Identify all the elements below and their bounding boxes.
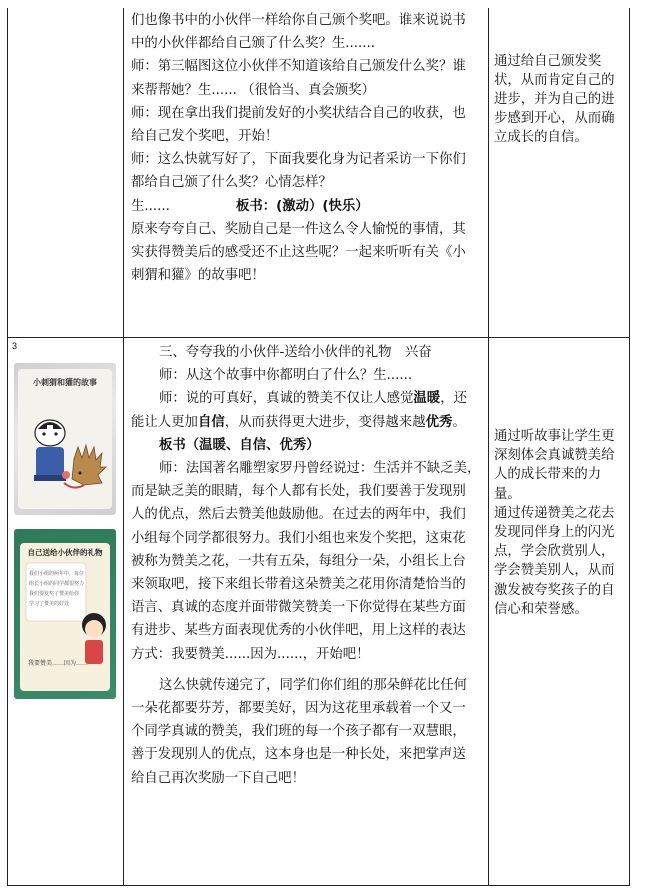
board-text: 板书（温暖、自信、优秀） bbox=[159, 437, 320, 453]
board-writing: 板书：(激动）(快乐） bbox=[235, 198, 369, 214]
top-lesson-cell bbox=[131, 9, 483, 287]
lesson-line: 原来夸夸自己、奖励自己是一件这么令人愉悦的事情，其 bbox=[131, 221, 466, 237]
lesson-line: 中的小伙伴都给自己颁了什么奖？生....... bbox=[131, 36, 376, 52]
lesson-line: 给自己再次奖励一下自己吧！ bbox=[131, 770, 306, 786]
keyword-excellent: 优秀 bbox=[425, 414, 453, 430]
photo2-footer: 我要赞美……因为…… bbox=[28, 660, 89, 667]
lesson-line: 语言、真诚的态度并面带微笑赞美一下你觉得在某些方面 bbox=[131, 600, 466, 616]
lesson-line: 们也像书中的小伙伴一样给你自己颁个奖吧。谁来说说书 bbox=[131, 13, 466, 28]
lesson-line: 师：从这个故事中你都明白了什么？生...... bbox=[159, 368, 413, 384]
lesson-line: 来帮帮她？生...... （很恰当、真会颁奖） bbox=[131, 82, 376, 98]
top-note-cell bbox=[494, 52, 626, 147]
board-line bbox=[131, 195, 483, 218]
photo2-title: 自己送给小伙伴的礼物 bbox=[27, 548, 103, 557]
lesson-line bbox=[131, 411, 483, 434]
table-divider-1 bbox=[123, 8, 124, 886]
row-divider bbox=[7, 337, 630, 338]
section3-lesson-cell bbox=[131, 341, 483, 790]
table-border-bottom bbox=[7, 885, 630, 886]
section-heading: 三、夸夸我的小伙伴-送给小伙伴的礼物 兴奋 bbox=[159, 345, 432, 360]
lesson-line: 师：现在拿出我们提前发好的小奖状结合自己的收获，也 bbox=[131, 105, 466, 121]
lesson-line: 师：这么快就写好了，下面我要化身为记者采访一下你们 bbox=[131, 152, 466, 168]
student-prefix: 生...... bbox=[131, 198, 170, 214]
photo2-text-line: 我们要发奖了赞美给你 bbox=[29, 591, 80, 597]
lesson-line: 一朵花都要芬芳，都要美好，因为这花里承载着一个又一 bbox=[131, 701, 466, 717]
story-slide-illustration bbox=[14, 363, 116, 515]
gift-slide-illustration bbox=[14, 529, 116, 699]
section-number: 3 bbox=[12, 341, 18, 351]
keyword-warm: 温暖 bbox=[413, 391, 441, 407]
text-span: ，还 bbox=[440, 391, 467, 407]
text-span: 。 bbox=[452, 414, 466, 430]
lesson-line: 而是缺乏美的眼睛，每个人都有长处，我们要善于发现别 bbox=[131, 484, 466, 500]
section3-note-cell bbox=[494, 427, 627, 619]
lesson-line: 都给自己颁了什么奖？心情怎样？ bbox=[131, 175, 332, 191]
story-slide-photo bbox=[14, 363, 116, 515]
design-intent-note: 通过给自己颁发奖状，从而肯定自己的进步，并为自己的进步感到开心，从而确立成长的自信。 bbox=[494, 54, 615, 145]
gift-slide-photo bbox=[14, 529, 116, 699]
keyword-confident: 自信 bbox=[197, 414, 225, 430]
lesson-line: 人的优点，然后去赞美他鼓励他。在过去的两年中，我们 bbox=[131, 507, 466, 523]
text-span: ，从而获得更大进步，变得越来越 bbox=[224, 414, 426, 430]
lesson-line: 师：法国著名雕塑家罗丹曾经说过：生活并不缺乏美， bbox=[159, 461, 481, 477]
lesson-line: 来领取吧，接下来组长带着这朵赞美之花用你清楚恰当的 bbox=[131, 577, 466, 593]
lesson-line: 师：第三幅图这位小伙伴不知道该给自己颁发什么奖？谁 bbox=[131, 59, 466, 75]
lesson-line: 方式：我要赞美......因为......，开始吧！ bbox=[131, 646, 370, 662]
table-border-right bbox=[629, 8, 630, 886]
photo1-title: 小刺猬和獾的故事 bbox=[33, 378, 97, 387]
lesson-line: 被称为赞美之花，一共有五朵，每组分一朵，小组长上台 bbox=[131, 553, 466, 569]
photo2-text-line: 组长小组的同学都很努力 bbox=[29, 581, 85, 587]
design-intent-note: 通过听故事让学生更深刻体会真诚赞美给人的成长带来的力量。 通过传递赞美之花去发现同伴身上的闪光点，学会欣赏别人，学会赞美别人，从而激发被夸奖孩子的自信心和荣誉感。 bbox=[494, 429, 615, 617]
lesson-line: 个同学真诚的赞美，我们班的每一个孩子都有一双慧眼， bbox=[131, 724, 466, 740]
board-writing bbox=[131, 434, 483, 457]
table-divider-2 bbox=[488, 8, 489, 886]
text-span: 师：说的可真好，真诚的赞美不仅让人感觉 bbox=[159, 391, 414, 407]
lesson-line bbox=[131, 387, 483, 410]
text-span: 能让人更加 bbox=[131, 414, 198, 430]
lesson-line: 这么快就传递完了，同学们你们组的那朵鲜花比任何 bbox=[159, 677, 467, 693]
lesson-line: 小组每个同学都很努力。我们小组也来发个奖把，这束花 bbox=[131, 530, 466, 546]
lesson-line: 给自己发个奖吧，开始！ bbox=[131, 129, 279, 145]
lesson-line: 善于发现别人的优点，这本身也是一种长处，来把掌声送 bbox=[131, 747, 466, 763]
table-border-left bbox=[7, 8, 8, 886]
lesson-line: 刺猬和獾》的故事吧！ bbox=[131, 268, 265, 284]
photo2-text-line: 学习了赞美的好处 bbox=[29, 601, 70, 607]
lesson-line: 有进步、某些方面表现优秀的小伙伴吧，用上这样的表达 bbox=[131, 623, 466, 639]
photo2-text-line: 我们小组的两年中，每位 bbox=[29, 571, 85, 577]
lesson-line: 实获得赞美后的感受还不止这些呢？一起来听听有关《小 bbox=[131, 245, 466, 261]
